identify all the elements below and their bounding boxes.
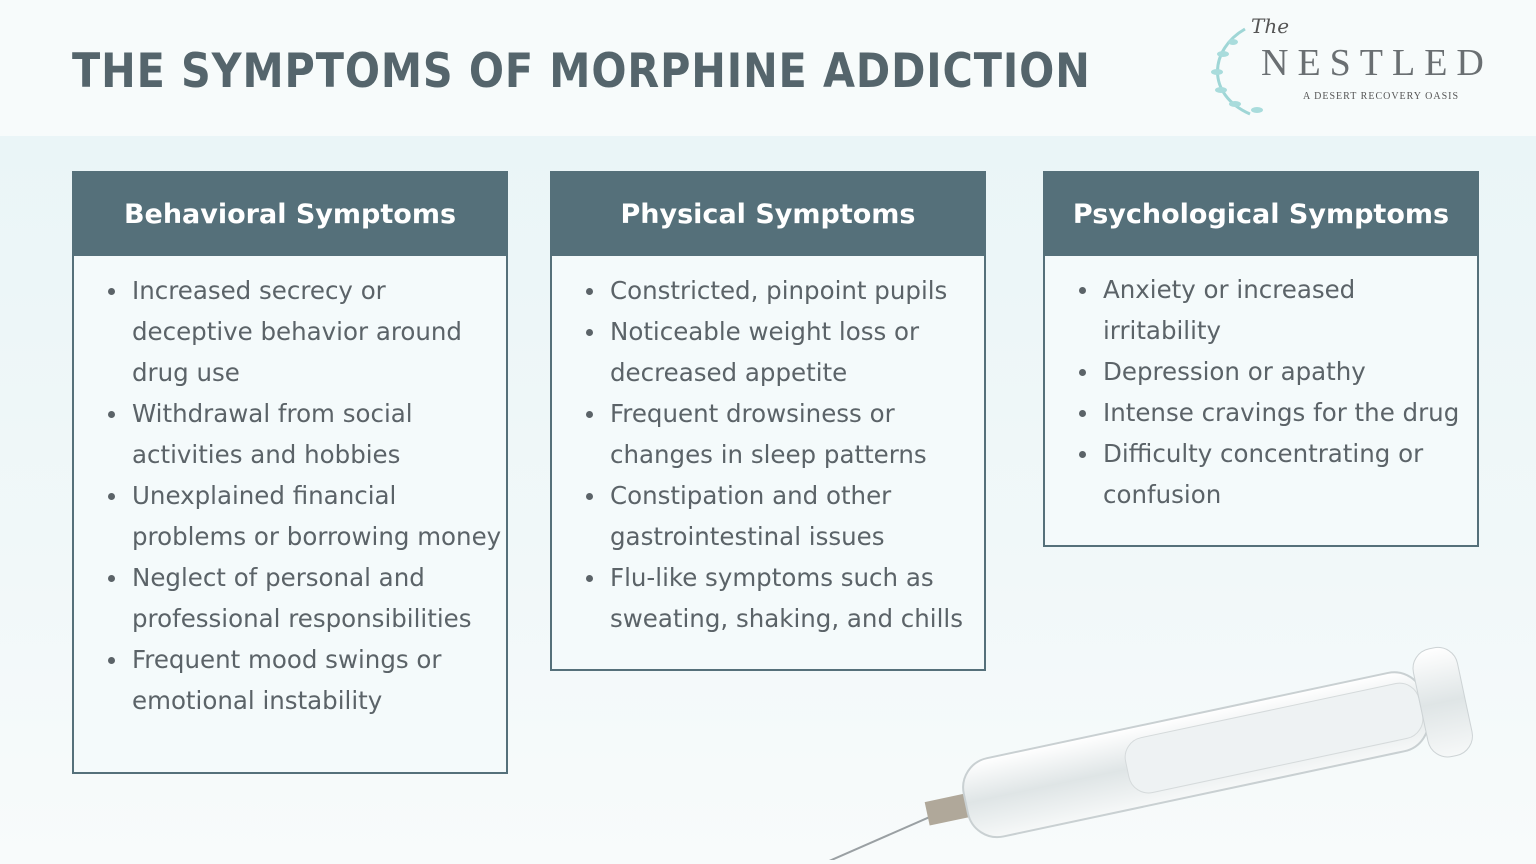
list-item: Noticeable weight loss or decreased appetite: [610, 311, 984, 393]
logo-the: The: [1251, 14, 1290, 38]
list-item: Frequent drowsiness or changes in sleep patterns: [610, 393, 984, 475]
list-item: Increased secrecy or deceptive behavior around drug use: [132, 270, 506, 393]
nestled-logo: [1205, 14, 1505, 124]
page-title: THE SYMPTOMS OF MORPHINE ADDICTION: [72, 44, 1091, 99]
syringe-image: [720, 610, 1520, 860]
list-item: Difficulty concentrating or confusion: [1103, 433, 1477, 515]
list-item: Anxiety or increased irritability: [1103, 269, 1477, 351]
list-item: Neglect of personal and professional responsibilities: [132, 557, 506, 639]
list-item: Constricted, pinpoint pupils: [610, 270, 984, 311]
list-item: Intense cravings for the drug: [1103, 392, 1477, 433]
list-item: Depression or apathy: [1103, 351, 1477, 392]
list-item: Withdrawal from social activities and hobbies: [132, 393, 506, 475]
card-heading: Psychological Symptoms: [1045, 173, 1477, 256]
psychological-card: [1043, 171, 1479, 547]
physical-card: [550, 171, 986, 671]
list-item: Unexplained financial problems or borrowing money: [132, 475, 506, 557]
card-heading: Behavioral Symptoms: [74, 173, 506, 256]
list-item: Flu-like symptoms such as sweating, shaking, and chills: [610, 557, 984, 639]
list-item: Constipation and other gastrointestinal issues: [610, 475, 984, 557]
card-heading: Physical Symptoms: [552, 173, 984, 256]
logo-tagline: A DESERT RECOVERY OASIS: [1303, 91, 1460, 102]
list-item: Frequent mood swings or emotional instability: [132, 639, 506, 721]
behavioral-card: [72, 171, 508, 774]
logo-name: NESTLED: [1261, 42, 1493, 84]
